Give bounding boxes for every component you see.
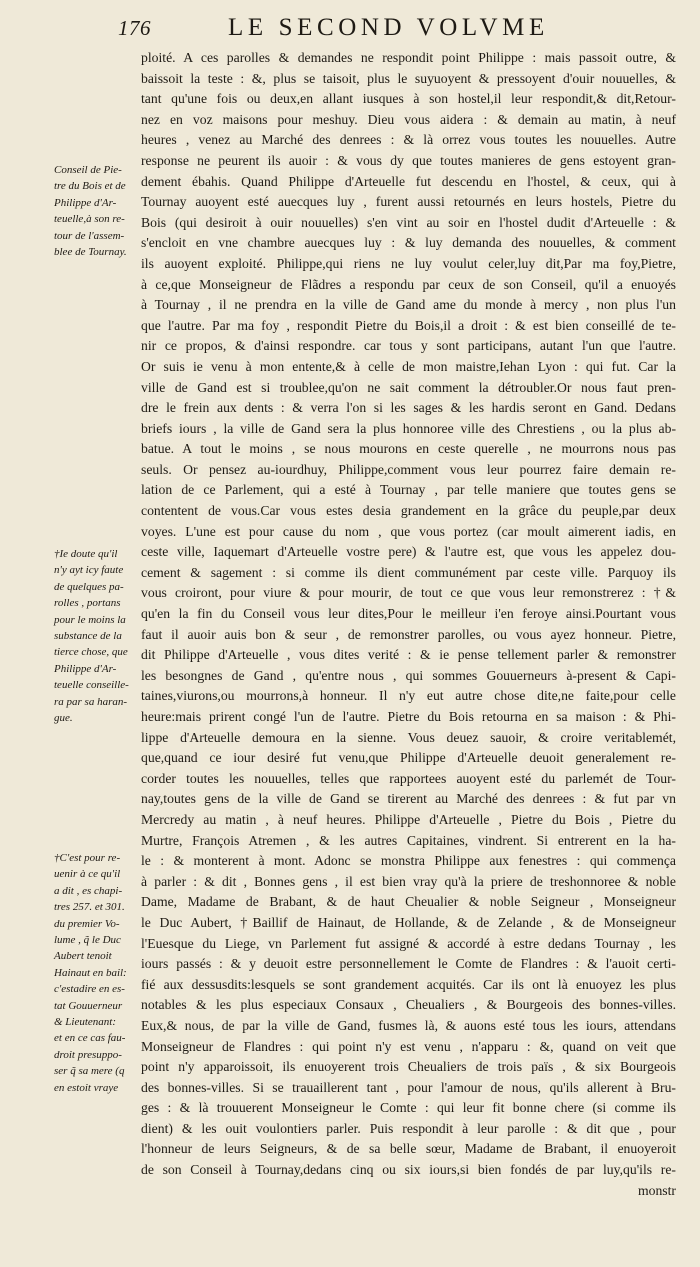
body-line: qu'en la fin du Conseil vous leur dites,Pour le meilleur i'en feroye ainsi.Pourtant vous [141,606,676,622]
body-line: à parler : & dit , Bonnes gens , il est bien vray qu'à la priere de treshonnoree & noble [141,873,676,889]
body-line: corder toutes les nouuelles, telles que rapportees auoyent esté du parlemét de Tour- [141,770,676,786]
body-line: heure:mais prirent congé l'un de l'autre. Pietre du Bois retourna en sa maison : & Phi- [141,709,676,724]
body-line: lation de ce Parlement, qui a esté à Tournay , par telle maniere que toutes gens se [141,482,676,498]
body-line: vous croiront, pour viure & pour mourir, de tout ce que vous leur remonstrerez : †& [141,585,676,601]
body-line: nir ce propos, & d'ainsi respondre. car tous y sont participans, autant l'un que l'autre. [141,338,676,354]
body-line: des bonnes-villes. Si se trauaillerent tant , pour l'amour de nous, qu'ils allerent à Bru- [141,1079,676,1095]
body-line: à Tournay , il ne prendra en la ville de Gand ame du monde à mercy , non plus l'un [141,297,676,313]
marginal-note-line: †Ie doute qu'il [54,548,118,560]
marginal-note-doute [54,546,138,726]
marginal-note-line: droit presuppo- [54,1048,122,1061]
body-line: iours passés : & y deuoit estre personnellement le Comte de Flandres : & l'auoit certi- [141,956,676,972]
running-head: LE SECOND VOLVME [228,14,549,41]
body-line: ville de Gand est si troublee,qu'on ne sait comment la détroubler.Or nous faut pren- [141,379,676,395]
body-line: Monseigneur de Flandres : qui point n'y est venu , n'apparu : &, quand on veit que [141,1038,676,1054]
marginal-note-line: du premier Vo- [54,917,120,930]
marginal-note-line: ra par sa haran- [54,695,128,708]
marginal-note-line: tierce chose, que [54,646,128,659]
body-line: Bois (qui desiroit à ouir nouuelles) s'en vint au soir en l'hostel dudit d'Arteuelle : & [141,214,676,230]
marginal-note-line: substance de la [54,630,122,643]
body-line: l'Euesque du Liege, vn Parlement fut assigné & accordé à estre dedans Tournay , les [141,935,676,951]
marginal-note-line: teuelle conseille- [54,679,129,692]
catchword: monstr [637,1182,676,1198]
body-line: ges : & là trouuerent Monseigneur le Comte : qui leur fit bonne chere (si comme ils [141,1100,676,1116]
body-line: lippe d'Arteuelle demoura en la sienne. Vous deuez sauoir, & croire veritablemét, [141,729,676,745]
marginal-note-line: Hainaut en bail: [54,966,127,979]
body-line: s'encloit en vne chambre auecques luy : & luy demanda des nouuelles, & comment [141,235,676,251]
marginal-note-cestpour [54,850,138,1096]
marginal-note-line: Philippe d'Ar- [54,662,117,675]
body-line: baissoit la teste : &, plus se taisoit, plus le suyuoyent & pressoyent d'ouir nouuelles, & [141,70,676,86]
body-line: le : & monterent à mont. Adonc se monstra Philippe aux fenestres : qui commença [141,853,676,869]
marginal-note-line: teuelle,à son re- [54,213,125,226]
body-line: Murtre, François Atremen , & les autres Capitaines, vindrent. Si entrerent en la ha- [141,832,676,848]
body-line: heures , venez au Marché des denrees : & là orrez vous toutes les nouuelles. Autre [141,132,676,148]
marginal-note-line: lume , q̃ le Duc [54,934,121,947]
marginal-note-line: uenir à ce qu'il [54,868,121,881]
body-line: response ne peurent ils auoir : & vous dy que toutes manieres de gens estoyent gran- [141,152,676,168]
body-line: batue. A tout le moins , se nous mourons en ceste querelle , ne mourrons nous pas [141,441,676,457]
marginal-note-line: ser q̃ sa mere (q [54,1065,125,1078]
body-line: à ce,que Monseigneur de Flãdres a respondu par ceux de son Conseil, qu'il a enuoyés [141,276,676,292]
marginal-note-line: pour le moins la [54,613,126,626]
body-line: voyes. L'une est pour cause du nom , que vous portez (car moult aimerent iadis, en [141,523,676,539]
marginal-note-line: & Lieutenant: [54,1016,117,1029]
body-line: le Duc Aubert, †Baillif de Hainaut, de Hollande, & de Zelande , & de Monseigneur [141,914,676,930]
marginal-note-line: tour de l'assem- [54,229,125,242]
body-line: briefs iours , la ville de Gand sera la plus honnoree ville des Chrestiens , ou la plus ab- [141,420,676,436]
marginal-note-line: n'y ayt icy faute [54,564,124,577]
marginal-note-line: Philippe d'Ar- [54,196,117,209]
body-line: tant qu'une fois ou deux,en allant iusques à son hostel,il leur respondit,& dit,Retour- [141,91,676,107]
body-line: les besongnes de Gand , qu'entre nous , qui sommes Gouuerneurs à-present & Capi- [141,667,676,683]
body-text [141,48,676,1201]
marginal-note-line: rolles , portans [54,597,121,610]
page-number: 176 [118,16,151,40]
body-line: nez en voz maisons pour meshuy. Dieu vous aidera : & demain au matin, à neuf [141,111,676,127]
body-line: dient) & les ouit voulontiers parler. Puis respondit à leur parolle : & dit que , pour [141,1120,676,1136]
body-line: dement ébahis. Quand Philippe d'Arteuelle fut descendu en l'hostel, & ceux, qui à [141,173,676,189]
body-line: Tournay auoyent esté auecques luy , furent aussi retournés en leurs hostels, Pietre du [141,194,676,210]
body-line: nay,toutes gens de la ville de Gand se tirerent au Marché des denrees : & fut par vn [141,791,676,807]
body-line: seuls. Or pensez au-iourdhuy, Philippe,comment vous leur pourrez faire demain re- [141,461,676,477]
body-line: ils auoyent exploité. Philippe,qui riens ne luy voulut celer,luy dit,Par ma foy,Pietre, [141,255,676,271]
body-line: fié aux dessusdits:lesquels se sont grandement acquités. Car ils ont là enuoyez les plus [141,976,676,992]
marginal-note-line: tre du Bois et de [54,180,126,193]
marginal-note-line: Aubert tenoit [54,950,112,963]
body-line: Or suis ie venu à mon entente,& à celle de mon maistre,Iehan Lyon : qui fut. Car la [141,358,676,374]
body-line: dit Philippe d'Arteuelle , vous dites verité : & ie pense tellement parler & remonstrer [141,647,676,663]
body-line: notables & les plus especiaux Consaux , Cheualiers , & Bourgeois des bonnes-villes. [141,997,676,1013]
body-line: Eux,& nous, de par la ville de Gand, fusmes là, & auons esté tous les iours, attendans [141,1017,676,1033]
marginal-note-line: et en ce cas fau- [54,1032,126,1045]
body-line: cement & sagement : si comme ils dient communément par ceste ville. Parquoy ils [141,564,676,580]
body-line: Dame, Madame de Brabant, & de haut Cheualier & noble Seigneur , Monseigneur [141,894,676,910]
body-line: taines,viurons,ou mourrons,à honneur. Il n'y eut autre chose dite,ne faite,pour celle [141,688,676,704]
body-line: dre le frein aux dents : & verra l'on si les sages & les hardis seront en Gand. Dedans [141,400,676,416]
body-line: ploité. A ces parolles & demandes ne respondit point Philippe : mais passoit outre, & [141,50,676,65]
body-line: l'honneur de leurs Seigneurs, & de sa belle sœur, Madame de Brabant, il enuoyeroit [141,1141,676,1157]
marginal-note-line: gue. [54,712,73,725]
marginal-note-line: a dit , es chapi- [54,884,123,897]
marginal-note-line: †C'est pour re- [54,852,121,864]
marginal-note-line: Conseil de Pie- [54,164,122,176]
marginal-note-line: de quelques pa- [54,580,124,593]
body-line: que l'autre. Par ma foy , respondit Pietre du Bois,il a droit : & est bien conseillé de te- [141,317,676,333]
marginal-note-conseil [54,162,138,260]
marginal-note-line: c'estadire en es- [54,983,125,996]
body-line: point n'y apparoissoit, ils enuoyerent trois Cheualiers de trois païs , & six Bourgeois [141,1059,676,1075]
body-line: de son Conseil à Tournay,dedans cinq ou six iours,si bien fondés de par luy,qu'ils re- [141,1162,676,1178]
body-line: faut il auoir auis bon & seur , de remonstrer parolles, ou vous ayez honneur. Pietre, [141,626,676,642]
body-line: que,quand ce iour desiré fut venu,que Philippe d'Arteuelle deuoit generalement re- [141,750,676,766]
marginal-note-line: blee de Tournay. [54,246,127,259]
marginal-note-line: en estoit vraye [54,1081,119,1094]
marginal-note-line: tat Gouuerneur [54,999,123,1012]
body-line: Mercredy au matin , à neuf heures. Philippe d'Arteuelle , Pietre du Bois , Pietre du [141,811,676,827]
marginal-note-line: tres 257. et 301. [54,901,125,914]
body-line: ceste ville, Iaquemart d'Arteuelle vostre pere) & l'autre est, que vous les appelez dou- [141,544,676,560]
body-line: contentent de vous.Car vous estes desia grandement en la grâce du peuple,par deux [141,503,676,519]
